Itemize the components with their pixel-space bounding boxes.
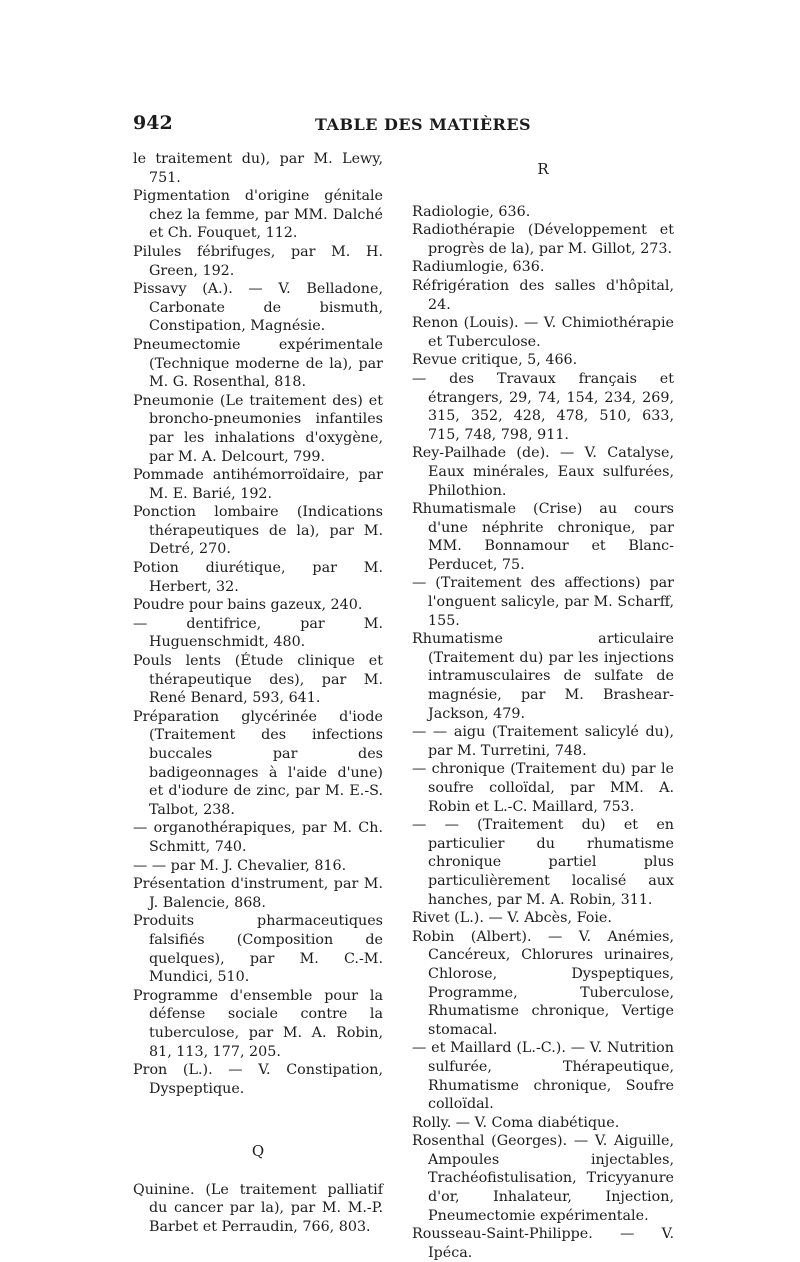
index-entry: Produits pharmaceutiques falsifiés (Composition de quelques), par M. C.-M. Mundici, 510. — [133, 913, 383, 986]
index-entry: Radiothérapie (Développement et progrès de la), par M. Gillot, 273. — [412, 222, 674, 257]
index-entry: Radiumlogie, 636. — [412, 259, 545, 276]
index-entry: — dentifrice, par M. Huguenschmidt, 480. — [133, 615, 383, 651]
index-entry: Pommade antihémorroïdaire, par M. E. Barié, 192. — [133, 467, 383, 502]
index-entry: — des Travaux français et étrangers, 29, 74, 154, 234, 269, 315, 352, 428, 478, 510, 633, 715, 748, 798, 911. — [412, 370, 674, 443]
index-entry: Rosenthal (Georges). — V. Aiguille, Ampoules injectables, Trachéofistulisation, Tricyyanure d'or, Inhalateur, Injection, Pneumectomie expérimentale. — [412, 1133, 674, 1224]
index-entry: — — par M. J. Chevalier, 816. — [133, 857, 347, 874]
index-entry: Rivet (L.). — V. Abcès, Foie. — [412, 910, 612, 927]
index-entry: Ponction lombaire (Indications thérapeutiques de la), par M. Detré, 270. — [133, 504, 383, 558]
page-number: 942 — [133, 112, 173, 134]
index-entry: Rey-Pailhade (de). — V. Catalyse, Eaux minérales, Eaux sulfurées, Philothion. — [412, 445, 674, 499]
index-entry: Rhumatismale (Crise) au cours d'une néphrite chronique, par MM. Bonnamour et Blanc-Perducet, 75. — [412, 501, 674, 573]
index-entry: Radiologie, 636. — [412, 203, 531, 220]
index-entry: Pilules fébrifuges, par M. H. Green, 192. — [133, 243, 383, 279]
index-entry: — chronique (Traitement du) par le soufre colloïdal, par MM. A. Robin et L.-C. Maillard, 753. — [412, 761, 674, 815]
index-entry: — organothérapiques, par M. Ch. Schmitt, 740. — [133, 820, 383, 855]
index-entry: — (Traitement des affections) par l'onguent salicyle, par M. Scharff, 155. — [412, 575, 674, 629]
index-entry: Pouls lents (Étude clinique et thérapeutique des), par M. René Benard, 593, 641. — [133, 653, 383, 707]
index-entry: Programme d'ensemble pour la défense sociale contre la tuberculose, par M. A. Robin, 81, 113, 177, 205. — [133, 987, 383, 1060]
index-entry: Rolly. — V. Coma diabétique. — [412, 1114, 620, 1131]
index-entry: Pron (L.). — V. Constipation, Dyspeptique. — [133, 1062, 383, 1097]
index-entry: le traitement du), par M. Lewy, 751. — [133, 151, 383, 186]
running-title: TABLE DES MATIÈRES — [315, 115, 532, 134]
index-entry: — — aigu (Traitement salicylé du), par M. Turretini, 748. — [412, 724, 674, 759]
index-entry: Renon (Louis). — V. Chimiothérapie et Tuberculose. — [412, 315, 674, 350]
index-entry: Pigmentation d'origine génitale chez la femme, par MM. Dalché et Ch. Fouquet, 112. — [133, 188, 383, 242]
index-entry: Pneumectomie expérimentale (Technique moderne de la), par M. G. Rosenthal, 818. — [133, 336, 383, 391]
index-entry: Réfrigération des salles d'hôpital, 24. — [412, 277, 674, 313]
index-entry: Rhumatisme articulaire (Traitement du) par les injections intramusculaires de sulfate de magnésie, par M. Brashear-Jackson, 479. — [412, 631, 674, 722]
left-column — [133, 150, 383, 1237]
index-entry: Poudre pour bains gazeux, 240. — [133, 597, 363, 614]
index-entry: Pneumonie (Le traitement des) et broncho-pneumonies infantiles par les inhalations d'oxygène, par M. A. Delcourt, 799. — [133, 392, 383, 465]
index-entry: — et Maillard (L.-C.). — V. Nutrition sulfurée, Thérapeutique, Rhumatisme chronique, Soufre colloïdal. — [412, 1040, 674, 1113]
right-column — [412, 150, 674, 1262]
section-letter-r: R — [537, 160, 549, 178]
index-entry: Quinine. (Le traitement palliatif du cancer par la), par M. M.-P. Barbet et Perraudin, 766, 803. — [133, 1181, 383, 1236]
index-entry: Potion diurétique, par M. Herbert, 32. — [133, 560, 383, 595]
section-letter-q: Q — [251, 1142, 265, 1161]
index-entry: Robin (Albert). — V. Anémies, Cancéreux, Chlorures urinaires, Chlorose, Dyspeptiques, Programme, Tuberculose, Rhumatisme chronique, Vertige stomacal. — [412, 928, 674, 1038]
page-header — [0, 112, 800, 142]
index-entry: Rousseau-Saint-Philippe. — V. Ipéca. — [412, 1226, 674, 1261]
index-entry: Présentation d'instrument, par M. J. Balencie, 868. — [133, 876, 383, 911]
index-entry: — — (Traitement du) et en particulier du rhumatisme chronique partiel plus particulièrement localisé aux hanches, par M. A. Robin, 311. — [412, 817, 674, 908]
index-entry: Préparation glycérinée d'iode (Traitement des infections buccales par des badigeonnages à l'aide d'une) et d'iodure de zinc, par M. E.-S. Talbot, 238. — [133, 708, 383, 818]
index-entry: Revue critique, 5, 466. — [412, 352, 578, 369]
index-entry: Pissavy (A.). — V. Belladone, Carbonate de bismuth, Constipation, Magnésie. — [133, 281, 383, 335]
